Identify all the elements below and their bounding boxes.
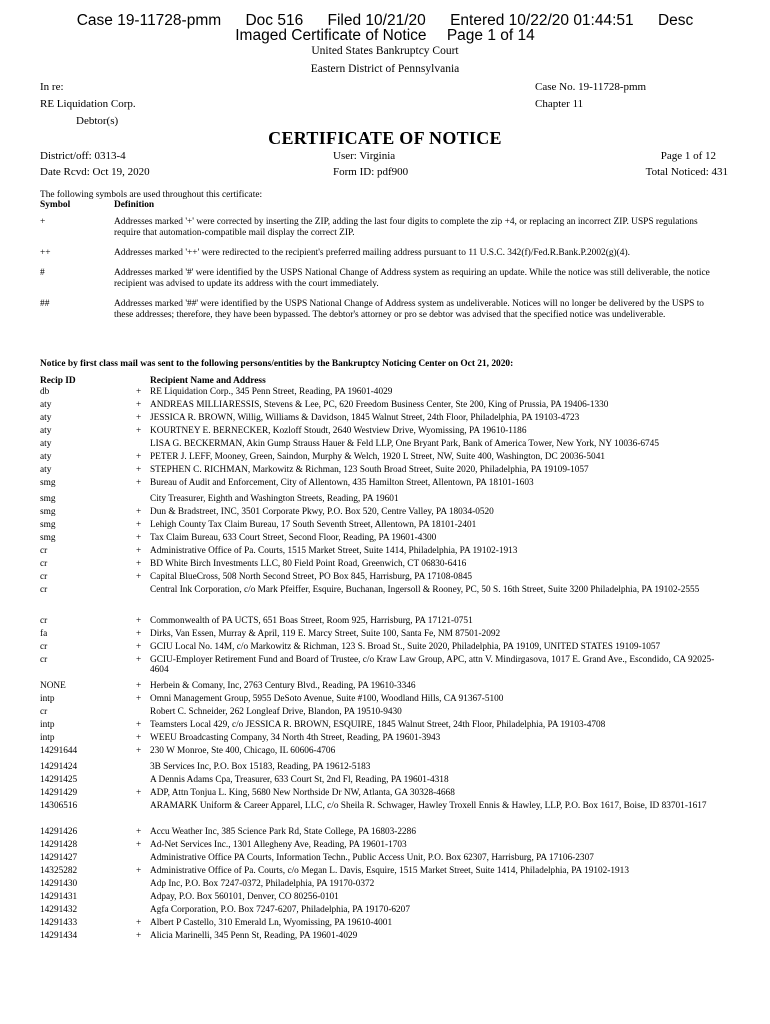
- symbol: ##: [40, 299, 50, 309]
- symbols-intro: The following symbols are used throughout this certificate:: [40, 190, 263, 200]
- recipient-name-address: Adpay, P.O. Box 560101, Denver, CO 80256-0101: [150, 892, 339, 902]
- recipient-name-address: Bureau of Audit and Enforcement, City of Allentown, 435 Hamilton Street, Allentown, PA 18101-1603: [150, 478, 534, 488]
- recipient-name-address: Adp Inc, P.O. Box 7247-0372, Philadelphia, PA 19170-0372: [150, 879, 375, 889]
- address-correction-flag: +: [136, 746, 142, 756]
- address-correction-flag: +: [136, 720, 142, 730]
- address-correction-flag: +: [136, 616, 142, 626]
- address-correction-flag: +: [136, 629, 142, 639]
- definition-column-header: Definition: [114, 200, 155, 210]
- recipient-id: 14291426: [40, 827, 78, 837]
- recipient-name-address: Agfa Corporation, P.O. Box 7247-6207, Philadelphia, PA 19170-6207: [150, 905, 410, 915]
- address-correction-flag: +: [136, 918, 142, 928]
- recipient-id: 14291430: [40, 879, 78, 889]
- recipient-name-header: Recipient Name and Address: [150, 376, 266, 386]
- recipient-name-address: Robert C. Schneider, 262 Longleaf Drive, Blandon, PA 19510-9430: [150, 707, 402, 717]
- recipient-id: aty: [40, 413, 52, 423]
- recipient-id: 14291428: [40, 840, 78, 850]
- recipient-id: 14291431: [40, 892, 78, 902]
- address-correction-flag: +: [136, 507, 142, 517]
- recipient-id: cr: [40, 707, 48, 717]
- symbol: #: [40, 268, 45, 278]
- recipient-name-address: Administrative Office of Pa. Courts, 1515 Market Street, Suite 1414, Philadelphia, PA 19102-1913: [150, 546, 518, 556]
- recipient-name-address: Teamsters Local 429, c/o JESSICA R. BROWN, ESQUIRE, 1845 Walnut Street, 24th Floor, Philadelphia, PA 19103-4708: [150, 720, 606, 730]
- address-correction-flag: +: [136, 931, 142, 941]
- recipient-id: aty: [40, 426, 52, 436]
- recipient-id: cr: [40, 585, 48, 595]
- recipient-id: intp: [40, 733, 55, 743]
- recipient-name-address: 3B Services Inc, P.O. Box 15183, Reading, PA 19612-5183: [150, 762, 371, 772]
- recipient-name-address: Omni Management Group, 5955 DeSoto Avenue, Suite #100, Woodland Hills, CA 91367-5100: [150, 694, 504, 704]
- address-correction-flag: +: [136, 866, 142, 876]
- recipient-id: 14291432: [40, 905, 78, 915]
- recipient-id: cr: [40, 546, 48, 556]
- recipient-name-address: Central Ink Corporation, c/o Mark Pfeiffer, Esquire, Buchanan, Ingersoll & Rooney, PC, 50 S. 16th Street, Suite 3200 Philadelphia, PA 19102-2555: [150, 585, 700, 595]
- symbol-definition: Addresses marked '++' were redirected to the recipient's preferred mailing address pursuant to 11 U.S.C. 342(f)/Fed.R.Bank.P.2002(g)(4).: [114, 248, 630, 258]
- recipient-name-address: Tax Claim Bureau, 633 Court Street, Second Floor, Reading, PA 19601-4300: [150, 533, 437, 543]
- address-correction-flag: +: [136, 733, 142, 743]
- recipient-name-address: Alicia Marinelli, 345 Penn St, Reading, PA 19601-4029: [150, 931, 358, 941]
- recipient-name-address: A Dennis Adams Cpa, Treasurer, 633 Court St, 2nd Fl, Reading, PA 19601-4318: [150, 775, 449, 785]
- symbol-definition: Addresses marked '+' were corrected by inserting the ZIP, adding the last four digits to complete the zip +4, or replacing an incorrect ZIP. USPS regulations require that automation-compatible mail display the correct ZIP.: [114, 217, 698, 238]
- recipient-id: 14291425: [40, 775, 78, 785]
- address-correction-flag: +: [136, 788, 142, 798]
- recipient-id: db: [40, 387, 50, 397]
- recipient-name-address: Albert P Castello, 310 Emerald Ln, Wyomissing, PA 19610-4001: [150, 918, 393, 928]
- case-number-stamp: Case 19-11728-pmm: [76, 12, 222, 29]
- recipient-id: aty: [40, 465, 52, 475]
- address-correction-flag: +: [136, 655, 142, 665]
- certificate-title: CERTIFICATE OF NOTICE: [268, 128, 502, 148]
- recipient-name-address: ANDREAS MILLIARESSIS, Stevens & Lee, PC, 620 Freedom Business Center, Ste 200, King of Prussia, PA 19406-1330: [150, 400, 609, 410]
- address-correction-flag: +: [136, 840, 142, 850]
- recipient-id: 14325282: [40, 866, 78, 876]
- recipient-id: 14291433: [40, 918, 78, 928]
- doc-number-stamp: Doc 516: [245, 12, 304, 29]
- address-correction-flag: +: [136, 452, 142, 462]
- recipient-name-address: PETER J. LEFF, Mooney, Green, Saindon, Murphy & Welch, 1920 L Street, NW, Suite 400, Washington, DC 20036-5041: [150, 452, 606, 462]
- recipient-name-address: RE Liquidation Corp., 345 Penn Street, Reading, PA 19601-4029: [150, 387, 393, 397]
- recipient-id: intp: [40, 694, 55, 704]
- recipient-id: intp: [40, 720, 55, 730]
- imaged-certificate-stamp: Imaged Certificate of Notice: [235, 27, 427, 44]
- recipient-name-address: Lehigh County Tax Claim Bureau, 17 South Seventh Street, Allentown, PA 18101-2401: [150, 520, 477, 530]
- user: User: Virginia: [333, 150, 396, 162]
- address-correction-flag: +: [136, 642, 142, 652]
- symbol-definition: Addresses marked '##' were identified by the USPS National Change of Address system as undeliverable. Notices will no longer be delivered by the USPS to these addresses; therefore, they have been bypassed. The debtor's attorney or pro se debtor was advised that the specified notice was undeliverable.: [114, 299, 704, 320]
- symbol: ++: [40, 248, 51, 258]
- notice-page: Page 1 of 12: [660, 150, 716, 162]
- recipient-id: aty: [40, 452, 52, 462]
- entered-date-stamp: Entered 10/22/20 01:44:51: [450, 12, 634, 29]
- address-correction-flag: +: [136, 478, 142, 488]
- recipient-name-address: Administrative Office PA Courts, Information Techn., Public Access Unit, P.O. Box 62307, Harrisburg, PA 17106-2307: [150, 853, 594, 863]
- filing-banner-line-2: [0, 28, 770, 44]
- recipient-id: smg: [40, 520, 56, 530]
- recipient-id: fa: [40, 629, 48, 639]
- recipient-id: smg: [40, 494, 56, 504]
- address-correction-flag: +: [136, 681, 142, 691]
- recipient-id: cr: [40, 559, 48, 569]
- recipient-name-address: GCIU Local No. 14M, c/o Markowitz & Richman, 123 S. Broad St., Suite 2020, Philadelphia, PA 19109, UNITED STATES 19109-1057: [150, 642, 661, 652]
- chapter: Chapter 11: [535, 98, 584, 110]
- recipient-id: smg: [40, 478, 56, 488]
- recipient-id: cr: [40, 572, 48, 582]
- recipient-id: cr: [40, 616, 48, 626]
- date-received: Date Rcvd: Oct 19, 2020: [40, 166, 150, 178]
- recipient-name-address: ARAMARK Uniform & Career Apparel, LLC, c/o Sheila R. Schwager, Hawley Troxell Ennis & Hawley, LLP, P.O. Box 1617, Boise, ID 83701-1617: [150, 801, 707, 811]
- symbol-definition: Addresses marked '#' were identified by the USPS National Change of Address system as requiring an update. While the notice was still deliverable, the notice recipient was advised to update its address with the court immediately.: [114, 268, 710, 289]
- recipient-name-address: Dun & Bradstreet, INC, 3501 Corporate Pkwy, P.O. Box 520, Centre Valley, PA 18034-0520: [150, 507, 494, 517]
- address-correction-flag: +: [136, 426, 142, 436]
- court-district: Eastern District of Pennsylvania: [310, 63, 460, 75]
- recipient-name-address: WEEU Broadcasting Company, 34 North 4th Street, Reading, PA 19601-3943: [150, 733, 441, 743]
- recipient-id: 14306516: [40, 801, 78, 811]
- desc-stamp: Desc: [657, 12, 694, 29]
- recipient-id: cr: [40, 655, 48, 665]
- recipient-name-address: Capital BlueCross, 508 North Second Street, PO Box 845, Harrisburg, PA 17108-0845: [150, 572, 473, 582]
- recipient-name-address: KOURTNEY E. BERNECKER, Kozloff Stoudt, 2640 Westview Drive, Wyomissing, PA 19610-1186: [150, 426, 527, 436]
- address-correction-flag: +: [136, 520, 142, 530]
- address-correction-flag: +: [136, 413, 142, 423]
- address-correction-flag: +: [136, 559, 142, 569]
- recipient-name-address: Administrative Office of Pa. Courts, c/o Megan L. Davis, Esquire, 1515 Market Street, Suite 1414, Philadelphia, PA 19102-1913: [150, 866, 629, 876]
- recipient-id-header: Recip ID: [40, 376, 76, 386]
- recipient-id: 14291424: [40, 762, 78, 772]
- recipient-id: smg: [40, 533, 56, 543]
- recipient-id: 14291427: [40, 853, 78, 863]
- recipient-name-address: City Treasurer, Eighth and Washington Streets, Reading, PA 19601: [150, 494, 399, 504]
- recipient-name-address: Commonwealth of PA UCTS, 651 Boas Street, Room 925, Harrisburg, PA 17121-0751: [150, 616, 473, 626]
- recipient-name-address: Accu Weather Inc, 385 Science Park Rd, State College, PA 16803-2286: [150, 827, 416, 837]
- notice-heading: Notice by first class mail was sent to the following persons/entities by the Bankruptcy Noticing Center on Oct 21, 2020:: [40, 359, 514, 369]
- symbol: +: [40, 217, 46, 227]
- address-correction-flag: +: [136, 387, 142, 397]
- address-correction-flag: +: [136, 533, 142, 543]
- recipient-id: aty: [40, 400, 52, 410]
- recipient-id: 14291429: [40, 788, 78, 798]
- recipient-id: cr: [40, 642, 48, 652]
- recipient-id: 14291434: [40, 931, 78, 941]
- recipient-name-address: BD White Birch Investments LLC, 80 Field Point Road, Greenwich, CT 06830-6416: [150, 559, 467, 569]
- recipient-name-address: ADP, Attn Tonjua L. King, 5680 New Northside Dr NW, Atlanta, GA 30328-4668: [150, 788, 455, 798]
- recipient-name-address: Dirks, Van Essen, Murray & April, 119 E. Marcy Street, Suite 100, Santa Fe, NM 87501-2092: [150, 629, 501, 639]
- in-re-label: In re:: [40, 81, 64, 93]
- filed-date-stamp: Filed 10/21/20: [327, 12, 426, 29]
- recipient-name-address: 230 W Monroe, Ste 400, Chicago, IL 60606-4706: [150, 746, 336, 756]
- case-number: Case No. 19-11728-pmm: [535, 81, 647, 93]
- recipient-name-address: LISA G. BECKERMAN, Akin Gump Strauss Hauer & Feld LLP, One Bryant Park, Bank of America Tower, New York, NY 10036-6745: [150, 439, 659, 449]
- debtor-label: Debtor(s): [76, 115, 119, 127]
- recipient-name-address: STEPHEN C. RICHMAN, Markowitz & Richman, 123 South Broad Street, Suite 2020, Philadelphia, PA 19109-1057: [150, 465, 589, 475]
- recipient-name-address: GCIU-Employer Retirement Fund and Board of Trustee, c/o Kraw Law Group, APC, attn V. Mindirgasova, 1017 E. Grand Ave., Escondido, CA 92025-4604: [150, 655, 715, 676]
- debtor-name: RE Liquidation Corp.: [40, 98, 136, 110]
- recipient-name-address: Herbein & Comany, Inc, 2763 Century Blvd., Reading, PA 19610-3346: [150, 681, 416, 691]
- district-office: District/off: 0313-4: [40, 150, 126, 162]
- address-correction-flag: +: [136, 465, 142, 475]
- total-noticed: Total Noticed: 431: [645, 166, 728, 178]
- address-correction-flag: +: [136, 546, 142, 556]
- recipient-name-address: Ad-Net Services Inc., 1301 Allegheny Ave, Reading, PA 19601-1703: [150, 840, 407, 850]
- recipient-id: 14291644: [40, 746, 78, 756]
- page-count-stamp: Page 1 of 14: [446, 27, 535, 44]
- recipient-id: aty: [40, 439, 52, 449]
- address-correction-flag: +: [136, 827, 142, 837]
- address-correction-flag: +: [136, 400, 142, 410]
- form-id: Form ID: pdf900: [333, 166, 409, 178]
- address-correction-flag: +: [136, 572, 142, 582]
- symbol-column-header: Symbol: [40, 200, 71, 210]
- address-correction-flag: +: [136, 694, 142, 704]
- recipient-name-address: JESSICA R. BROWN, Willig, Williams & Davidson, 1845 Walnut Street, 24th Floor, Philadelphia, PA 19103-4723: [150, 413, 580, 423]
- recipient-id: smg: [40, 507, 56, 517]
- recipient-id: NONE: [40, 681, 66, 691]
- court-name: United States Bankruptcy Court: [311, 45, 459, 57]
